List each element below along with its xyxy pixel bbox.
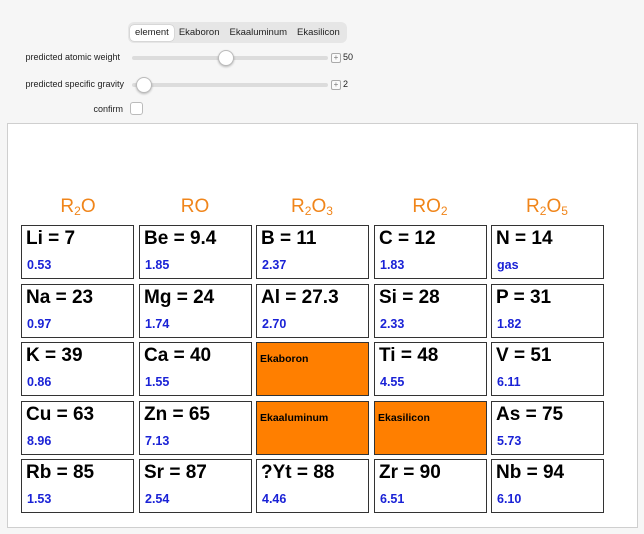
element-gravity: gas — [497, 258, 519, 272]
element-gravity: 4.46 — [262, 492, 287, 506]
element-gravity: 1.55 — [145, 375, 170, 389]
header-r2o5: $R_2O_5$ — [526, 196, 568, 218]
predicted-element-name: Ekaboron — [260, 353, 309, 365]
element-weight: Ca = 40 — [144, 345, 212, 366]
confirm-label: confirm — [93, 104, 123, 114]
element-cell — [139, 459, 252, 513]
tab-ekaboron[interactable]: Ekaboron — [178, 26, 220, 38]
element-weight: P = 31 — [496, 287, 552, 308]
element-cell — [374, 342, 487, 396]
header-ro: RO — [180, 196, 210, 217]
element-cell — [139, 401, 252, 455]
tab-element[interactable]: element — [130, 25, 174, 41]
element-cell — [21, 284, 134, 338]
element-gravity: 6.11 — [497, 375, 521, 389]
element-weight: V = 51 — [496, 345, 552, 366]
element-cell — [139, 284, 252, 338]
element-weight: N = 14 — [496, 228, 553, 249]
element-gravity: 5.73 — [497, 434, 522, 448]
element-gravity: 1.83 — [380, 258, 405, 272]
element-cell — [21, 225, 134, 279]
element-weight: Ti = 48 — [379, 345, 439, 366]
element-weight: Cu = 63 — [26, 404, 95, 425]
predicted-element-cell — [374, 401, 487, 455]
element-weight: Mg = 24 — [144, 287, 215, 308]
element-cell — [256, 225, 369, 279]
element-weight: Nb = 94 — [496, 462, 565, 483]
element-cell — [21, 401, 134, 455]
element-weight: C = 12 — [379, 228, 436, 249]
element-gravity: 6.10 — [497, 492, 522, 506]
element-cell — [491, 459, 604, 513]
element-gravity: 4.55 — [380, 375, 405, 389]
predicted-element-cell — [256, 401, 369, 455]
element-cell — [491, 225, 604, 279]
element-weight: Rb = 85 — [26, 462, 95, 483]
element-weight: Na = 23 — [26, 287, 94, 308]
weight-plus-icon[interactable]: + — [331, 53, 341, 63]
element-gravity: 7.13 — [145, 434, 170, 448]
predicted-element-name: Ekaaluminum — [260, 412, 329, 424]
element-weight: K = 39 — [26, 345, 83, 366]
tab-ekasilicon[interactable]: Ekasilicon — [297, 26, 340, 38]
element-cell — [374, 459, 487, 513]
weight-value: 50 — [343, 52, 354, 62]
element-cell — [374, 225, 487, 279]
element-weight: ?Yt = 88 — [261, 462, 335, 483]
element-weight: B = 11 — [261, 228, 317, 249]
element-gravity: 1.74 — [145, 317, 170, 331]
gravity-slider[interactable] — [132, 83, 328, 87]
confirm-checkbox[interactable] — [130, 102, 143, 115]
element-cell — [21, 459, 134, 513]
element-cell — [374, 284, 487, 338]
element-gravity: 6.51 — [380, 492, 405, 506]
element-cell — [256, 284, 369, 338]
tab-ekaaluminum[interactable]: Ekaaluminum — [229, 26, 288, 38]
weight-label: predicted atomic weight — [25, 52, 120, 62]
element-gravity: 0.86 — [27, 375, 52, 389]
element-gravity: 2.33 — [380, 317, 405, 331]
header-r2o3: $R_2O_3$ — [291, 196, 333, 218]
gravity-slider-thumb[interactable] — [136, 77, 152, 93]
element-gravity: 2.70 — [262, 317, 287, 331]
gravity-plus-icon[interactable]: + — [331, 80, 341, 90]
element-cell — [21, 342, 134, 396]
element-gravity: 0.53 — [27, 258, 52, 272]
element-weight: Si = 28 — [379, 287, 440, 308]
element-weight: Zr = 90 — [379, 462, 441, 483]
element-gravity: 2.37 — [262, 258, 287, 272]
gravity-value: 2 — [343, 79, 349, 89]
element-cell — [491, 401, 604, 455]
element-cell — [256, 459, 369, 513]
header-ro2: $RO_2$ — [412, 196, 448, 218]
gravity-label: predicted specific gravity — [25, 79, 124, 89]
element-cell — [139, 342, 252, 396]
element-tabs — [128, 22, 347, 43]
element-weight: As = 75 — [496, 404, 564, 425]
element-weight: Sr = 87 — [144, 462, 207, 483]
element-gravity: 0.97 — [27, 317, 52, 331]
predicted-element-cell — [256, 342, 369, 396]
weight-slider[interactable] — [132, 56, 328, 60]
element-weight: Be = 9.4 — [144, 228, 217, 249]
element-gravity: 2.54 — [145, 492, 170, 506]
element-gravity: 8.96 — [27, 434, 52, 448]
element-weight: Zn = 65 — [144, 404, 210, 425]
element-cell — [139, 225, 252, 279]
element-gravity: 1.85 — [145, 258, 170, 272]
element-cell — [491, 284, 604, 338]
element-weight: Li = 7 — [26, 228, 76, 249]
weight-slider-thumb[interactable] — [218, 50, 234, 66]
element-gravity: 1.53 — [27, 492, 52, 506]
element-cell — [491, 342, 604, 396]
predicted-element-name: Ekasilicon — [378, 412, 430, 424]
element-weight: Al = 27.3 — [261, 287, 339, 308]
header-r2o: $R_2O$ — [60, 196, 96, 218]
element-gravity: 1.82 — [497, 317, 522, 331]
